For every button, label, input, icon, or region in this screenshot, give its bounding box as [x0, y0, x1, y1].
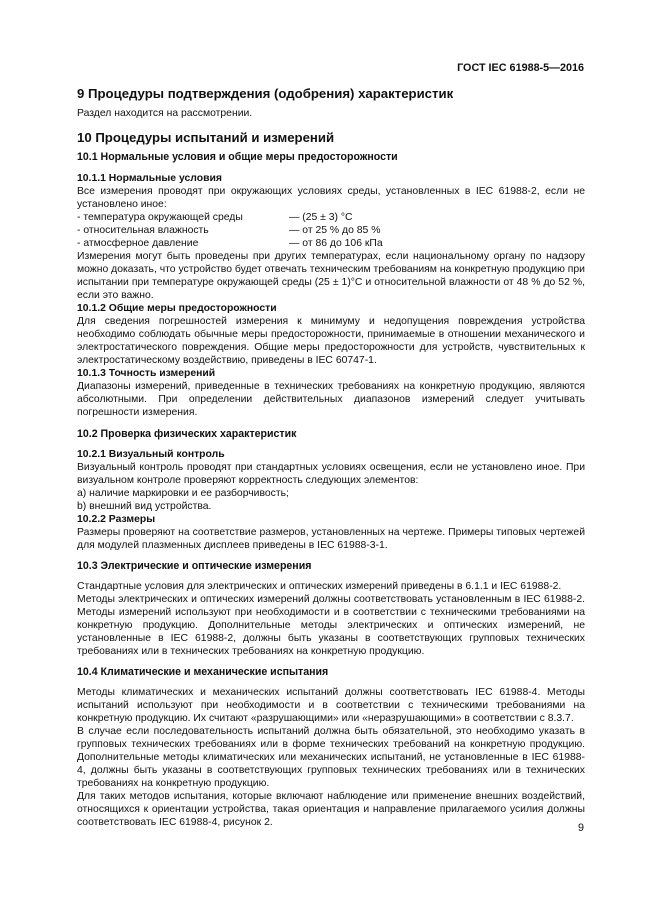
condition-row: [77, 211, 585, 224]
section-10-2-1-text: Визуальный контроль проводят при стандартных условиях освещения, если не установлено иное. При визуальном контроле проверяют корректность следующих элементов:: [77, 462, 585, 486]
section-10-4-title: 10.4 Климатические и механические испытания: [77, 666, 329, 678]
section-10-2-2-title: 10.2.2 Размеры: [77, 514, 156, 525]
list-item: b) внешний вид устройства.: [77, 501, 212, 512]
condition-label: - атмосферное давление: [77, 238, 199, 249]
condition-label: - температура окружающей среды: [77, 212, 243, 223]
section-10-1-1-intro: Все измерения проводят при окружающих условиях среды, установленных в IEC 61988-2, если не установлено иное:: [77, 186, 585, 210]
section-10-3-p2: Методы электрических и оптических измерений должны соответствовать установленным в IEC 61988-2. Методы измерений используют при необходимости и в соответствии с техническими требованиями на конкретную продукцию. Дополнительные методы электрических и оптических измерений, не установленные в IEC 61988-2, должны быть указаны в соответствующих групповых технических требованиях или в технических требованиях на конкретную продукцию.: [77, 594, 585, 657]
section-10-4-p2: В случае если последовательность испытаний должна быть обязательной, это необходимо указать в групповых технических требованиях или в форме технических требований на конкретную продукцию. Дополнительные методы климатических или механических испытаний, не установленные в IEC 61988-4, должны быть указаны в соответствующих групповых технических требованиях или в технических требованиях на конкретную продукцию.: [77, 726, 585, 789]
section-10-4-p1: Методы климатических и механических испытаний должны соответствовать IEC 61988-4. Методы испытаний используют при необходимости и в соответствии с техническими требованиями на конкретную продукцию. Их считают «разрушающими» или «неразрушающими» в соответствии с 8.3.7.: [77, 687, 585, 724]
condition-label: - относительная влажность: [77, 225, 209, 236]
section-10-1-title: 10.1 Нормальные условия и общие меры предосторожности: [77, 151, 398, 163]
section-10-3-title: 10.3 Электрические и оптические измерения: [77, 560, 312, 572]
section-10-1-1-title: 10.1.1 Нормальные условия: [77, 173, 222, 184]
section-10-2-2-text: Размеры проверяют на соответствие размеров, установленных на чертеже. Примеры типовых чертежей для модулей плазменных дисплеев приведены в IEC 61988-3-1.: [77, 527, 585, 551]
section-10-title: 10 Процедуры испытаний и измерений: [77, 130, 335, 145]
condition-value: — (25 ± 3) °С: [289, 212, 353, 223]
section-10-1-2-title: 10.1.2 Общие меры предосторожности: [77, 303, 277, 314]
condition-row: [77, 237, 585, 250]
condition-value: — от 25 % до 85 %: [289, 225, 381, 236]
section-10-2-title: 10.2 Проверка физических характеристик: [77, 428, 297, 440]
section-10-1-3-title: 10.1.3 Точность измерений: [77, 368, 216, 379]
section-10-4-p3: Для таких методов испытания, которые включают наблюдение или применение внешних воздействий, относящихся к ориентации устройства, такая ориентация и направление прилагаемого усилия должны соответствовать IEC 61988-4, рисунок 2.: [77, 791, 585, 828]
section-9-title: 9 Процедуры подтверждения (одобрения) характеристик: [77, 86, 454, 101]
condition-row: [77, 224, 585, 237]
section-10-1-3-text: Диапазоны измерений, приведенные в технических требованиях на конкретную продукцию, являются абсолютными. При определении действительных диапазонов измерений следует учитывать погрешности измерения.: [77, 381, 585, 418]
page-number: 9: [577, 822, 584, 834]
list-item: a) наличие маркировки и ее разборчивость;: [77, 488, 289, 499]
section-10-3-p1: Стандартные условия для электрических и оптических измерений приведены в 6.1.1 и IEC 61988-2.: [77, 581, 562, 592]
section-9-text: Раздел находится на рассмотрении.: [77, 108, 253, 119]
section-10-1-2-text: Для сведения погрешностей измерения к минимуму и недопущения повреждения устройства необходимо соблюдать обычные меры предосторожности, принимаемые в отношении механического и электростатического повреждения. Общие меры предосторожности для устройств, чувствительных к электростатическому воздействию, приведены в IEC 60747-1.: [77, 316, 585, 366]
condition-value: — от 86 до 106 кПа: [289, 238, 383, 249]
section-10-2-1-title: 10.2.1 Визуальный контроль: [77, 449, 225, 460]
document-header: ГОСТ IEC 61988-5—2016: [457, 62, 584, 74]
page-content: [77, 86, 585, 829]
section-10-1-1-text: Измерения могут быть проведены при других температурах, если национальному органу по надзору можно доказать, что устройство будет отвечать техническим требованиям на конкретную продукцию при испытании при температуре окружающей среды (25 ± 1)°С и относительной влажности от 48 % до 52 %, если это важно.: [77, 251, 585, 301]
